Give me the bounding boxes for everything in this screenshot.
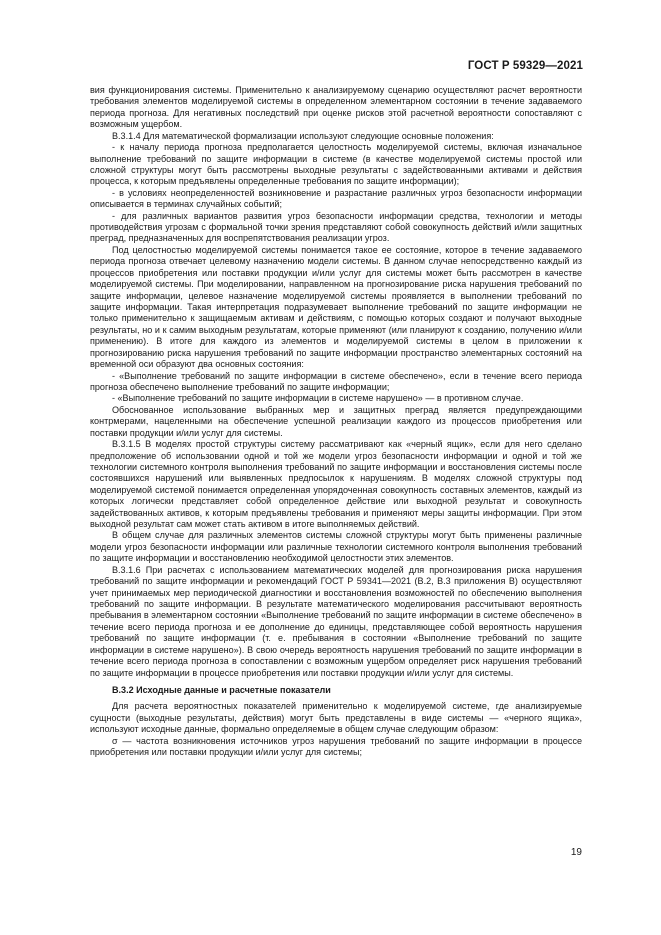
paragraph: Обоснованное использование выбранных мер и защитных преград является предупреждающими контрмерами, нацеленными на обеспечение успешной реализации каждого из процессов приобретения или поставки продукции и/или услуг для системы. bbox=[90, 404, 582, 438]
paragraph: σ — частота возникновения источников угроз нарушения требований по защите информации в процессе приобретения или поставки продукции и/или услуг для системы; bbox=[90, 735, 582, 758]
paragraph: вия функционирования системы. Применительно к анализируемому сценарию осуществляют расчет вероятности требования элементов моделируемой системы в определенном элементарном состоянии в течение задаваемого периода прогноза. Для негативных последствий при оценке рисков этой расчетной вероятности сопоставляют с возможным ущербом. bbox=[90, 85, 582, 130]
section-heading: В.3.2 Исходные данные и расчетные показатели bbox=[112, 684, 331, 695]
paragraph: Для расчета вероятностных показателей применительно к моделируемой системе, где анализируемые сущности (выходные результаты, действия) могут быть представлены в виде системы — «черного ящика», используют исходные данные, формально определяемые в общем случае следующим образом: bbox=[90, 701, 582, 735]
page-number: 19 bbox=[570, 847, 582, 858]
page-body bbox=[90, 85, 582, 758]
paragraph: В.3.1.4 Для математической формализации используют следующие основные положения: bbox=[112, 130, 494, 141]
paragraph: Под целостностью моделируемой системы понимается такое ее состояние, которое в течение задаваемого периода прогноза отвечает целевому назначению модели системы. В данном случае непосредственно каждый из процессов приобретения или поставки продукции и/или услуг для системы может быть рассмотрен в качестве моделируемой системы. При моделировании, направленном на прогнозирование риска нарушения требований по защите информации, целевое назначение моделируемой системы проявляется в выполнении требований по защите информации. Такая интерпретация подразумевает выполнение требований по защите информации не только применительно к защищаемым активам и действиям, с помощью которых создают и получают выходные результаты, но и к самим выходным результатам, которые применяют (или планируют к созданию, получению и/или применению). В итоге для каждого из элементов и моделируемой системы в целом в приложении к прогнозированию риска нарушения требований по защите информации пространство элементарных состояний на временной оси образуют два основных состояния: bbox=[90, 244, 582, 370]
paragraph: В.3.1.5 В моделях простой структуры систему рассматривают как «черный ящик», если для него сделано предположение об использовании одной и той же модели угроз безопасности информации и одной и той же технологии системного контроля выполнения требований по защите информации и восстановления системы после состоявшихся нарушений или выявленных предпосылок к нарушениям. В моделях сложной структуры под моделируемой системой понимается определенная упорядоченная совокупность составных элементов, каждый из которых логически представляет собой определенное действие или выходной результат и совокупность задействованных активов, к которым предъявлены требования и применяют меры защиты информации. При этом выходной результат сам может стать активом в итоге выполняемых действий. bbox=[90, 439, 582, 530]
list-item: - в условиях неопределенностей возникновение и разрастание различных угроз безопасности информации описывается в терминах случайных событий; bbox=[90, 187, 582, 210]
list-item: - для различных вариантов развития угроз безопасности информации средства, технологии и методы противодействия угрозам с формальной точки зрения представляют собой совокупность действий и/или защитных преград, предназначенных для воспрепятствования реализации угроз. bbox=[90, 210, 582, 244]
paragraph: В.3.1.6 При расчетах с использованием математических моделей для прогнозирования риска нарушения требований по защите информации и рекомендаций ГОСТ Р 59341—2021 (В.2, В.3 приложения В) осуществляют учет принимаемых мер периодической диагностики и восстановления возможностей по обеспечению выполнения требований по защите информации. В результате математического моделирования рассчитывают вероятность пребывания в элементарном состоянии «Выполнение требований по защите информации в системе обеспечено» в течение всего периода прогноза и ее дополнение до единицы, представляющее собой вероятность нарушения требований по защите информации (т. е. пребывания в состоянии «Выполнение требований по защите информации в системе нарушено»). В свою очередь вероятность нарушения требований по защите информации в течение всего периода прогноза в сопоставлении с возможным ущербом определяет риск нарушения требований по защите информации в процессе приобретения или поставки продукции и/или услуг для системы. bbox=[90, 564, 582, 678]
standard-header: ГОСТ Р 59329—2021 bbox=[467, 60, 583, 72]
paragraph: В общем случае для различных элементов системы сложной структуры могут быть применены различные модели угроз безопасности информации или различные технологии системного контроля выполнения требований по защите информации и восстановлению необходимой целостности этих элементов. bbox=[90, 530, 582, 564]
list-item: - «Выполнение требований по защите информации в системе обеспечено», если в течение всего периода прогноза обеспечено выполнение требований по защите информации; bbox=[90, 370, 582, 392]
list-item: - к началу периода прогноза предполагается целостность моделируемой системы, включая изначальное выполнение требований по защите информации в системе (в качестве моделируемой системы простой или сложной структуры могут быть рассмотрены выходные результаты с задействованными активами и действия процесса, к которым предъявлены определенные требования по защите информации); bbox=[90, 142, 582, 187]
list-item: - «Выполнение требований по защите информации в системе нарушено» — в противном случае. bbox=[112, 393, 524, 404]
